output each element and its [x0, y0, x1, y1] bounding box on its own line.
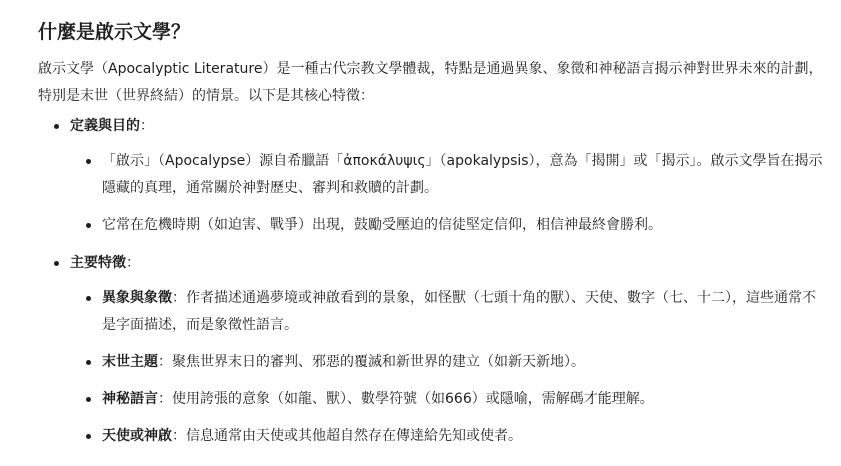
- bullet-icon: [54, 124, 59, 129]
- item-term: 異象與象徵: [102, 290, 172, 306]
- section-heading: [70, 113, 828, 140]
- section-list: [38, 113, 828, 450]
- page-title: 什麼是啟示文學？: [38, 21, 191, 43]
- section-title: 定義與目的: [70, 118, 140, 134]
- item-text: ：作者描述通過夢境或神啟看到的景象，如怪獸（七頭十角的獸）、天使、數字（七、十二），這些通常不是字面描述，而是象徵性語言。: [102, 290, 816, 333]
- list-item: [70, 349, 828, 376]
- item-text: ：信息通常由天使或其他超自然存在傳達給先知或使者。: [172, 428, 522, 444]
- bullet-icon: [86, 360, 91, 365]
- section-definition: [38, 113, 828, 239]
- section-title: 主要特徵: [70, 255, 126, 271]
- item-term: 神秘語言: [102, 391, 158, 407]
- bullet-icon: [86, 397, 91, 402]
- bullet-icon: [86, 159, 91, 164]
- item-text: ：使用誇張的意象（如龍、獸）、數學符號（如666）或隱喻，需解碼才能理解。: [158, 391, 654, 407]
- section-features: [38, 250, 828, 450]
- section-colon: ：: [126, 255, 140, 271]
- item-term: 末世主題: [102, 354, 158, 370]
- bullet-icon: [54, 261, 59, 266]
- item-term: 天使或神啟: [102, 428, 172, 444]
- section-colon: ：: [140, 118, 154, 134]
- feature-items: [70, 285, 828, 450]
- bullet-icon: [86, 223, 91, 228]
- list-item: [70, 285, 828, 339]
- list-item: [70, 386, 828, 413]
- item-text: ：聚焦世界末日的審判、邪惡的覆滅和新世界的建立（如新天新地）。: [158, 354, 585, 370]
- item-text: 「啟示」（Apocalypse）源自希臘語「ἀποκάλυψις」（apokalypsis），意為「揭開」或「揭示」。啟示文學旨在揭示隱藏的真理，通常關於神對歷史、審判和救贖的計劃。: [102, 153, 823, 196]
- list-item: [70, 148, 828, 202]
- item-text: 它常在危機時期（如迫害、戰爭）出現，鼓勵受壓迫的信徒堅定信仰，相信神最終會勝利。: [102, 217, 662, 233]
- document-body: [38, 14, 828, 461]
- list-item: [70, 212, 828, 239]
- bullet-icon: [86, 434, 91, 439]
- list-item: [70, 423, 828, 450]
- intro-paragraph: 啟示文學（Apocalyptic Literature）是一種古代宗教文學體裁，特點是通過異象、象徵和神秘語言揭示神對世界未來的計劃，特別是末世（世界終結）的情景。以下是其核心特徵：: [38, 61, 823, 104]
- section-heading: [70, 250, 828, 277]
- definition-items: [70, 148, 828, 239]
- bullet-icon: [86, 296, 91, 301]
